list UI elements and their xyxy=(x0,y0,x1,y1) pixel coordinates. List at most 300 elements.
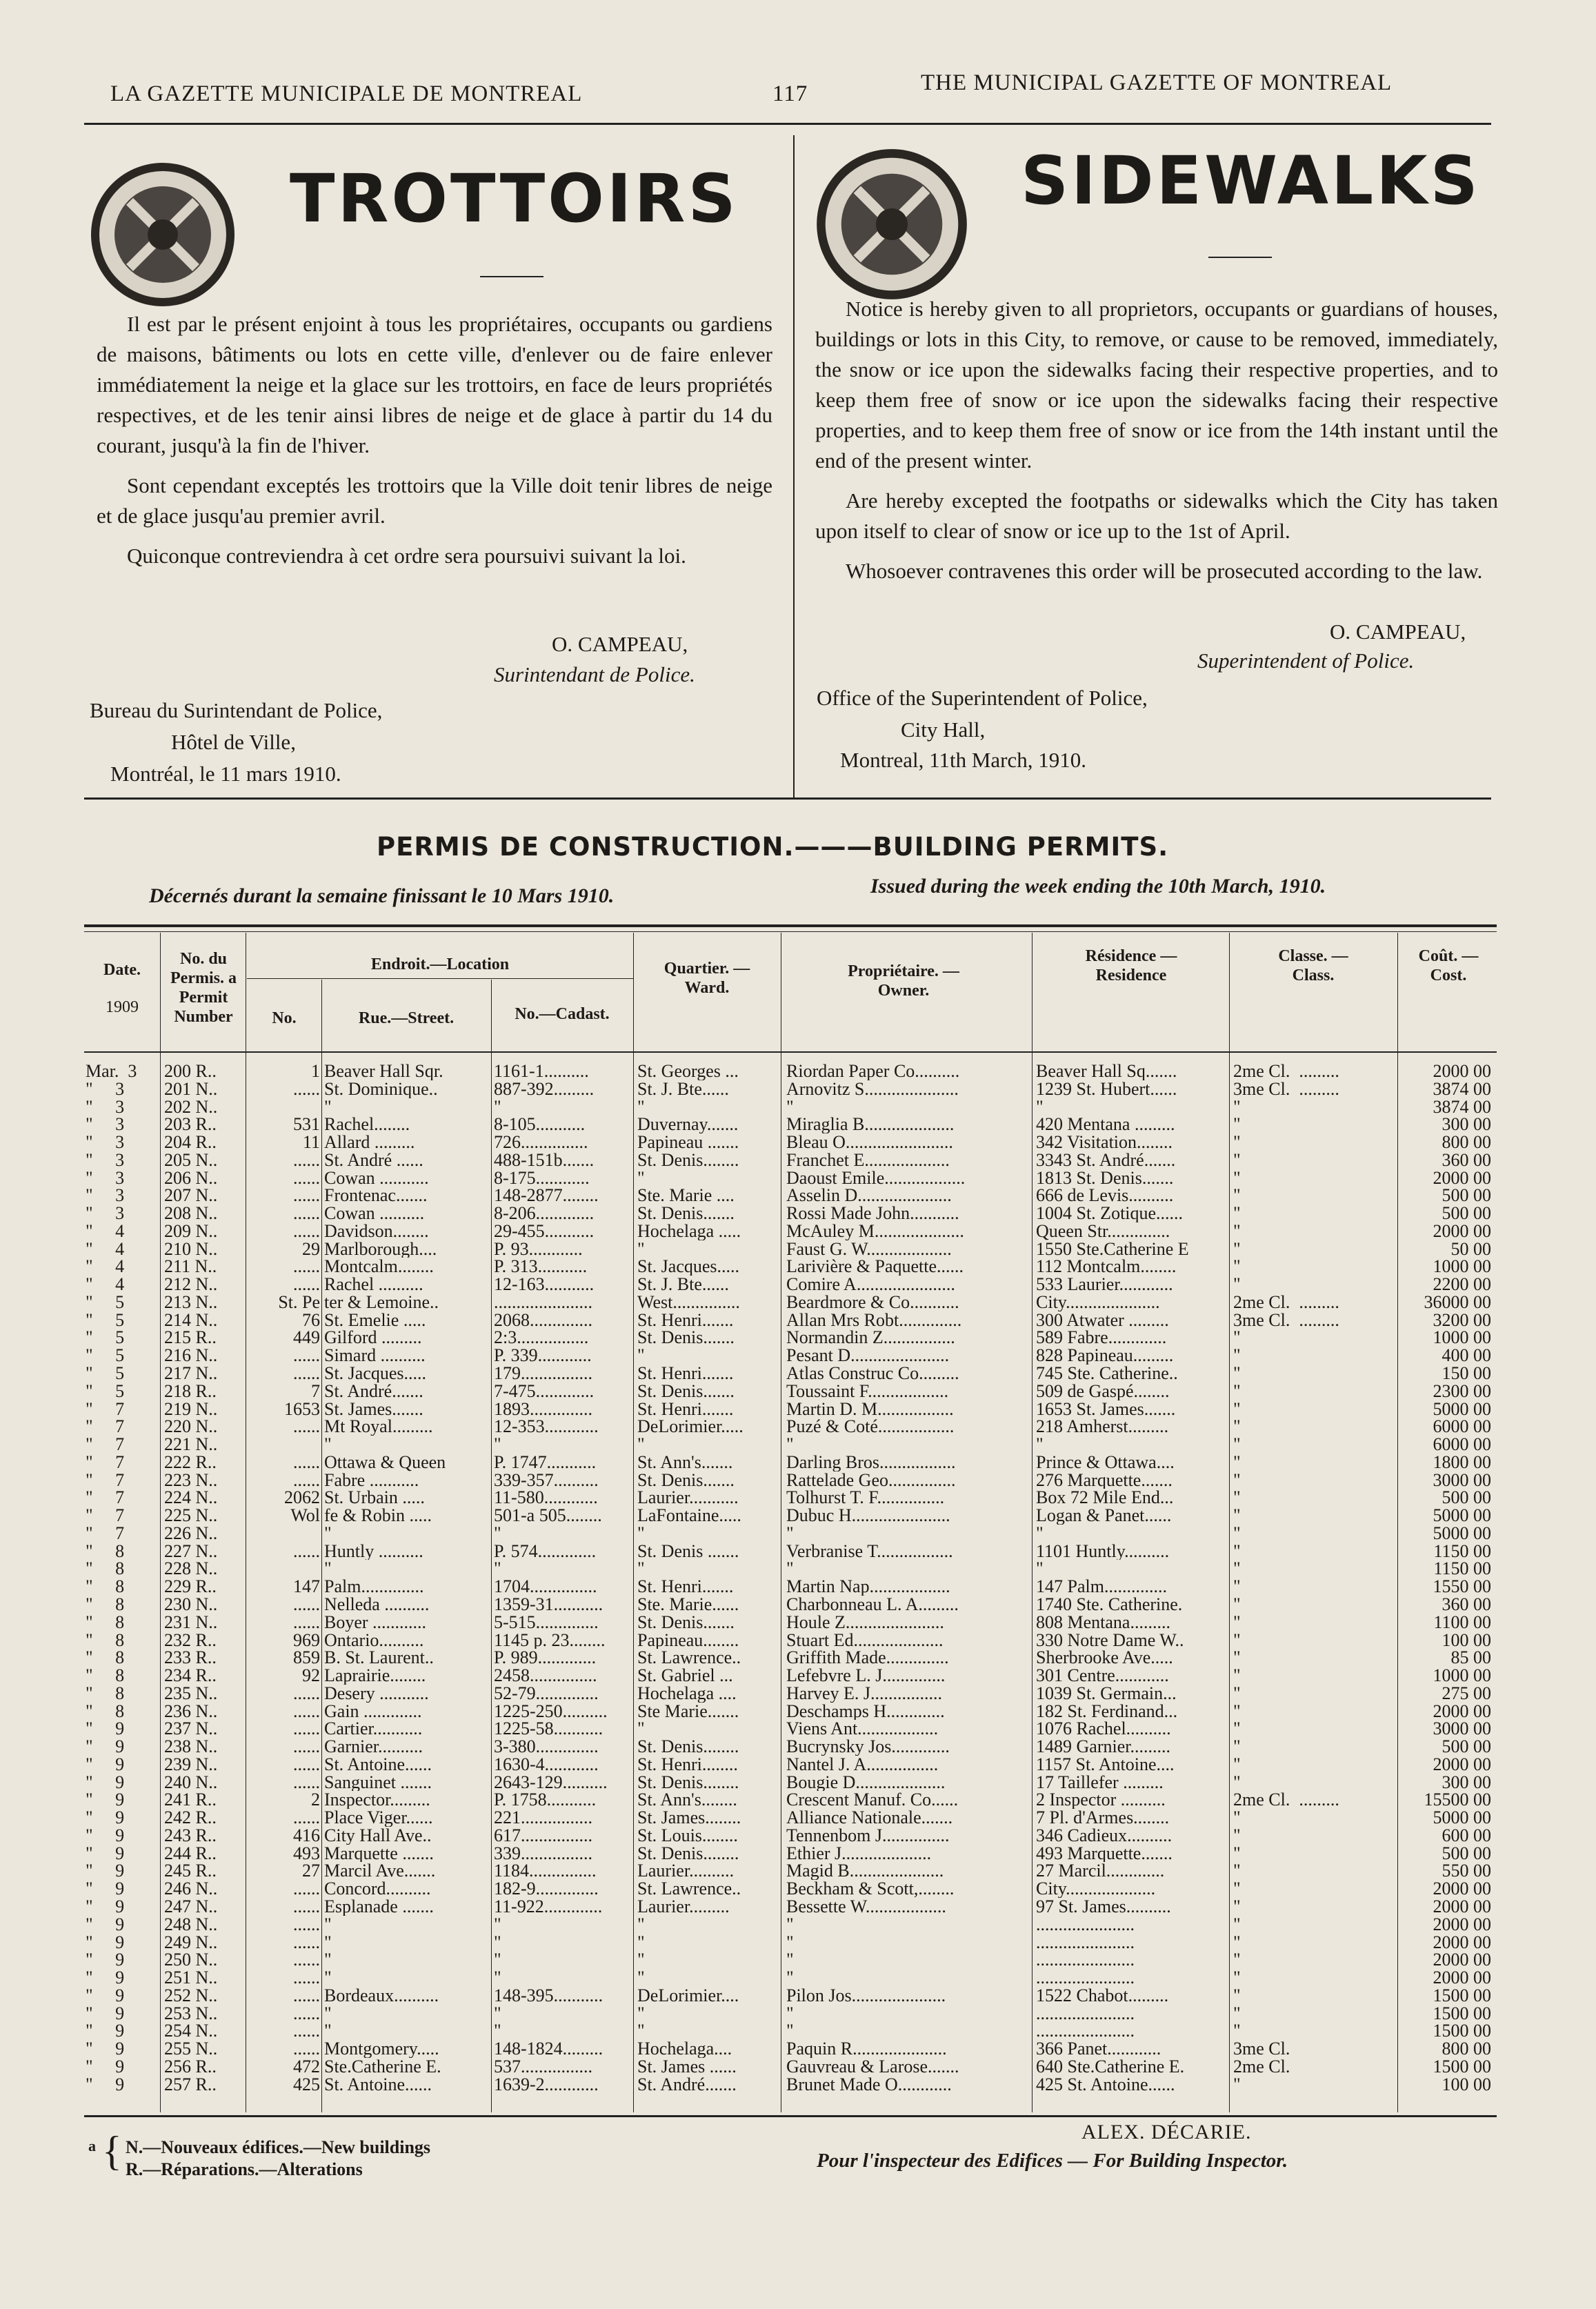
date-cell: " 5 xyxy=(86,1347,125,1365)
cost-cell: 6000 00 xyxy=(1433,1418,1491,1436)
residence-cell: 745 Ste. Catherine.. xyxy=(1036,1365,1178,1383)
residence-cell: 808 Mentana......... xyxy=(1036,1613,1170,1632)
street-number-cell: ...... xyxy=(293,1205,320,1222)
date-cell: " 8 xyxy=(86,1649,125,1667)
header-cadast: No.—Cadast. xyxy=(515,1005,610,1023)
cost-cell: 36000 00 xyxy=(1424,1293,1491,1311)
header-class: Classe. — Class. xyxy=(1278,947,1348,984)
residence-cell: 589 Fabre............. xyxy=(1036,1329,1167,1347)
date-cell: " 9 xyxy=(86,1738,125,1756)
permits-title: PERMIS DE CONSTRUCTION.———BUILDING PERMITS. xyxy=(377,832,1169,862)
permit-number-cell: 200 R.. xyxy=(164,1062,217,1080)
owner-cell: Comire A...................... xyxy=(786,1276,955,1294)
ward-cell: " xyxy=(637,2004,645,2023)
date-cell: " 3 xyxy=(86,1080,125,1098)
street-cell: St. Dominique.. xyxy=(324,1080,438,1098)
legend-brace: { xyxy=(102,2128,122,2174)
street-number-cell xyxy=(248,1436,320,1454)
col-divider-8 xyxy=(1229,933,1230,2112)
street-number-cell: 2 xyxy=(311,1791,320,1810)
permit-number-cell: 201 N.. xyxy=(164,1080,218,1098)
street-cell: Rachel........ xyxy=(324,1116,410,1134)
date-cell: " 5 xyxy=(86,1382,125,1400)
residence-cell: Queen Str.............. xyxy=(1036,1222,1170,1240)
residences-column xyxy=(1036,1062,1228,2093)
date-cell: " 9 xyxy=(86,2057,125,2076)
permit-number-cell: 241 R.. xyxy=(164,1791,217,1810)
cost-cell: 800 00 xyxy=(1442,2040,1491,2058)
residence-cell: Logan & Panet...... xyxy=(1036,1507,1172,1525)
cadasts-column xyxy=(494,1062,632,2093)
street-number-cell: 27 xyxy=(302,1862,320,1881)
cadast-cell: 617................ xyxy=(494,1826,592,1845)
residence-cell: " xyxy=(1036,1560,1044,1578)
street-number-cell: 147 xyxy=(293,1578,320,1596)
owner-cell: Ethier J.................... xyxy=(786,1844,932,1863)
sidewalks-paragraph-1: Notice is hereby given to all proprietors, occupants or guardians of houses, buildings or lots in this City, to remove, or cause to be removed, immediately, the snow or ice upon the sidewalks facing their respective properties, and to keep them free of snow or ice upon the sidewalks facing their respective properties, and to keep them free of snow or ice from the 14th instant until the end of the present winter. xyxy=(815,297,1498,473)
street-number-cell: 1653 xyxy=(284,1400,320,1418)
street-number-cell: ...... xyxy=(293,2022,320,2041)
class-cell: " xyxy=(1233,1702,1241,1721)
date-cell: " 3 xyxy=(86,1187,125,1205)
ward-cell: Hochelaga .... xyxy=(637,1684,737,1703)
class-cell: " xyxy=(1233,1222,1241,1240)
ward-cell: St. André....... xyxy=(637,2075,737,2094)
cost-cell: 300 00 xyxy=(1442,1773,1491,1792)
street-number-cell: ...... xyxy=(293,1773,320,1792)
owner-cell: Asselin D..................... xyxy=(786,1187,952,1205)
owner-cell: " xyxy=(786,1560,794,1578)
ward-cell: " xyxy=(637,1951,645,1970)
trottoirs-office-line-3: Montréal, le 11 mars 1910. xyxy=(110,762,341,786)
street-cell: " xyxy=(324,1933,332,1952)
cost-cell: 800 00 xyxy=(1442,1133,1491,1151)
street-number-cell: ...... xyxy=(293,1276,320,1294)
cost-cell: 2300 00 xyxy=(1433,1382,1491,1400)
street-number-cell: 493 xyxy=(293,1844,320,1863)
owner-cell: Rattelade Geo............... xyxy=(786,1471,956,1489)
ward-cell: " xyxy=(637,2022,645,2041)
cost-cell: 2200 00 xyxy=(1433,1276,1491,1294)
permit-number-cell: 222 R.. xyxy=(164,1453,217,1471)
street-number-cell: 472 xyxy=(293,2057,320,2076)
residence-cell: 17 Taillefer ......... xyxy=(1036,1773,1164,1792)
permits-subtitle-en: Issued during the week ending the 10th March, 1910. xyxy=(870,875,1326,898)
cadast-cell: 148-395........... xyxy=(494,1986,604,2005)
trottoirs-title-rule xyxy=(480,276,543,277)
owner-cell: " xyxy=(786,2022,794,2041)
residence-cell: 1157 St. Antoine.... xyxy=(1036,1755,1175,1774)
cost-cell: 3874 00 xyxy=(1433,1080,1491,1098)
notice-column-divider xyxy=(793,135,795,797)
street-cell: Esplanade ....... xyxy=(324,1897,434,1916)
cost-cell: 2000 00 xyxy=(1433,1755,1491,1774)
residence-cell: 640 Ste.Catherine E. xyxy=(1036,2057,1185,2076)
street-cell: Marquette ....... xyxy=(324,1844,434,1863)
owner-cell: " xyxy=(786,1951,794,1970)
date-cell: " 9 xyxy=(86,1755,125,1774)
residence-cell: 1101 Huntly.......... xyxy=(1036,1542,1170,1560)
sidewalks-office-line-2: City Hall, xyxy=(901,717,986,742)
ward-cell: Laurier........... xyxy=(637,1489,739,1507)
cost-cell: 5000 00 xyxy=(1433,1400,1491,1418)
ward-cell: St. Henri........ xyxy=(637,1755,738,1774)
owner-cell: Houle Z...................... xyxy=(786,1613,944,1632)
cost-cell: 400 00 xyxy=(1442,1347,1491,1365)
date-cell: " 8 xyxy=(86,1578,125,1596)
cost-cell: 5000 00 xyxy=(1433,1524,1491,1543)
trottoirs-paragraph-2: Sont cependant exceptés les trottoirs que la Ville doit tenir libres de neige et de glace jusqu'au premier avril. xyxy=(97,473,772,528)
street-cell: Inspector......... xyxy=(324,1791,430,1810)
owner-cell: Crescent Manuf. Co...... xyxy=(786,1791,959,1810)
date-cell: " 8 xyxy=(86,1595,125,1614)
date-cell: " 9 xyxy=(86,1791,125,1810)
permit-number-cell: 217 N.. xyxy=(164,1365,218,1383)
permit-number-cell: 249 N.. xyxy=(164,1933,218,1952)
ward-cell: " xyxy=(637,1347,645,1365)
owner-cell: Alliance Nationale....... xyxy=(786,1809,953,1827)
ward-cell: St. Louis........ xyxy=(637,1826,738,1845)
street-number-cell: 416 xyxy=(293,1826,320,1845)
cost-cell: 2000 00 xyxy=(1433,1969,1491,1987)
cost-cell: 1500 00 xyxy=(1433,2057,1491,2076)
street-cell: " xyxy=(324,2004,332,2023)
inspector-name: ALEX. DÉCARIE. xyxy=(1081,2121,1252,2143)
cost-cell: 5000 00 xyxy=(1433,1809,1491,1827)
owner-cell: Magid B..................... xyxy=(786,1862,944,1881)
cadast-cell: 2068.............. xyxy=(494,1311,592,1329)
table-header-bottom-rule xyxy=(84,1051,1497,1053)
cost-cell: 2000 00 xyxy=(1433,1933,1491,1952)
date-cell: " 5 xyxy=(86,1293,125,1311)
class-cell: " xyxy=(1233,1897,1241,1916)
dates-column xyxy=(86,1062,159,2093)
residence-cell: 1522 Chabot......... xyxy=(1036,1986,1169,2005)
street-cell: Montgomery..... xyxy=(324,2040,439,2058)
permit-number-cell: 246 N.. xyxy=(164,1880,218,1898)
ward-cell: Papineau ....... xyxy=(637,1133,739,1151)
owner-cell: Paquin R..................... xyxy=(786,2040,947,2058)
owner-cell: Riordan Paper Co.......... xyxy=(786,1062,960,1080)
street-cell: Ontario.......... xyxy=(324,1631,424,1649)
class-cell: " xyxy=(1233,1098,1241,1116)
residence-cell: 420 Mentana ......... xyxy=(1036,1116,1175,1134)
permit-number-cell: 247 N.. xyxy=(164,1897,218,1916)
ward-cell: St. Henri....... xyxy=(637,1311,734,1329)
owner-cell: Bucrynsky Jos............. xyxy=(786,1738,950,1756)
class-cell: " xyxy=(1233,1560,1241,1578)
cadast-cell: 1893.............. xyxy=(494,1400,592,1418)
cost-cell: 2000 00 xyxy=(1433,1897,1491,1916)
ward-cell: Hochelaga.... xyxy=(637,2040,732,2058)
permit-number-cell: 253 N.. xyxy=(164,2004,218,2023)
date-cell: " 9 xyxy=(86,2022,125,2041)
cadast-cell: 1704............... xyxy=(494,1578,597,1596)
permit-number-cell: 215 R.. xyxy=(164,1329,217,1347)
ward-cell: DeLorimier..... xyxy=(637,1418,744,1436)
residence-cell: 301 Centre............ xyxy=(1036,1667,1169,1685)
street-cell: St. André ...... xyxy=(324,1151,423,1169)
header-owner: Propriétaire. — Owner. xyxy=(848,962,959,1000)
owner-cell: Deschamps H............. xyxy=(786,1702,945,1721)
wards-column xyxy=(637,1062,779,2093)
cost-cell: 1500 00 xyxy=(1433,2022,1491,2041)
street-number-cell: ...... xyxy=(293,1151,320,1169)
date-cell: " 9 xyxy=(86,1915,125,1934)
ward-cell: St. Jacques..... xyxy=(637,1258,740,1276)
ward-cell: St. Denis....... xyxy=(637,1329,735,1347)
sidewalks-office-line-1: Office of the Superintendent of Police, xyxy=(817,686,1148,710)
permits-subtitle-fr: Décernés durant la semaine finissant le 10 Mars 1910. xyxy=(149,884,615,907)
date-cell: " 5 xyxy=(86,1329,125,1347)
class-cell: " xyxy=(1233,1880,1241,1898)
class-cell: 2me Cl. xyxy=(1233,2057,1290,2076)
sidewalks-title-rule xyxy=(1208,257,1272,258)
street-number-cell: ...... xyxy=(293,1880,320,1898)
owner-cell: Atlas Construc Co......... xyxy=(786,1365,959,1383)
residence-cell: 218 Amherst......... xyxy=(1036,1418,1169,1436)
cadast-cell: " xyxy=(494,2022,501,2041)
cadast-cell: 179................ xyxy=(494,1365,592,1383)
permit-number-cell: 223 N.. xyxy=(164,1471,218,1489)
permit-number-cell: 214 N.. xyxy=(164,1311,218,1329)
residence-cell: 828 Papineau......... xyxy=(1036,1347,1174,1365)
cadast-cell: 221................ xyxy=(494,1809,592,1827)
class-cell: " xyxy=(1233,1684,1241,1703)
ward-cell: DeLorimier.... xyxy=(637,1986,739,2005)
street-number-cell: ...... xyxy=(293,1702,320,1721)
residence-cell: 2 Inspector .......... xyxy=(1036,1791,1166,1810)
cadast-cell: " xyxy=(494,1969,501,1987)
permit-number-cell: 203 R.. xyxy=(164,1116,217,1134)
header-year: 1909 xyxy=(106,998,139,1016)
residence-cell: 276 Marquette....... xyxy=(1036,1471,1173,1489)
ward-cell: St. Denis....... xyxy=(637,1205,735,1222)
ward-cell: " xyxy=(637,1560,645,1578)
col-divider-9 xyxy=(1397,933,1398,2112)
table-top-rule-thin xyxy=(84,931,1497,932)
street-number-cell: 969 xyxy=(293,1631,320,1649)
header-residence: Résidence — Residence xyxy=(1085,947,1177,984)
owner-cell: Harvey E. J................ xyxy=(786,1684,943,1703)
owner-cell: Nantel J. A................ xyxy=(786,1755,939,1774)
ward-cell: " xyxy=(637,1720,645,1738)
trottoirs-body xyxy=(97,309,772,581)
date-cell: " 9 xyxy=(86,2075,125,2094)
street-cell: " xyxy=(324,2022,332,2041)
running-header-right: THE MUNICIPAL GAZETTE OF MONTREAL xyxy=(921,70,1393,95)
class-cell: " xyxy=(1233,1951,1241,1970)
residence-cell: 346 Cadieux.......... xyxy=(1036,1826,1173,1845)
class-cell: " xyxy=(1233,1489,1241,1507)
ward-cell: Hochelaga ..... xyxy=(637,1222,741,1240)
cadast-cell: 488-151b....... xyxy=(494,1151,595,1169)
permit-number-cell: 234 R.. xyxy=(164,1667,217,1685)
residence-cell: 1740 Ste. Catherine. xyxy=(1036,1595,1183,1614)
cost-cell: 500 00 xyxy=(1442,1738,1491,1756)
cost-cell: 2000 00 xyxy=(1433,1702,1491,1721)
owner-cell: Beckham & Scott,........ xyxy=(786,1880,955,1898)
street-cell: Cowan .......... xyxy=(324,1205,425,1222)
residence-cell: 27 Marcil............. xyxy=(1036,1862,1165,1881)
cost-cell: 100 00 xyxy=(1442,2075,1491,2094)
cost-cell: 50 00 xyxy=(1450,1240,1491,1258)
cadast-cell: 339-357.......... xyxy=(494,1471,599,1489)
cost-cell: 300 00 xyxy=(1442,1116,1491,1134)
residence-cell: 1039 St. Germain... xyxy=(1036,1684,1177,1703)
trottoirs-signature: O. CAMPEAU, xyxy=(552,632,688,656)
residence-cell: 300 Atwater ......... xyxy=(1036,1311,1169,1329)
residence-cell: 1550 Ste.Catherine E xyxy=(1036,1240,1189,1258)
permit-number-cell: 239 N.. xyxy=(164,1755,218,1774)
owner-cell: " xyxy=(786,1969,794,1987)
cadast-cell: 8-105........... xyxy=(494,1116,586,1134)
class-cell: " xyxy=(1233,1365,1241,1383)
ward-cell: St. Denis....... xyxy=(637,1471,735,1489)
street-number-cell: ...... xyxy=(293,1951,320,1970)
residence-cell: 342 Visitation........ xyxy=(1036,1133,1173,1151)
class-cell: " xyxy=(1233,2022,1241,2041)
cadast-cell: 1630-4............ xyxy=(494,1755,599,1774)
owner-cell: Martin D. M................. xyxy=(786,1400,954,1418)
street-cell: Rachel .......... xyxy=(324,1276,423,1294)
sidewalks-title: SIDEWALKS xyxy=(1021,142,1481,219)
owner-cell: Griffith Made.............. xyxy=(786,1649,949,1667)
date-cell: " 5 xyxy=(86,1311,125,1329)
residence-cell: ...................... xyxy=(1036,1915,1135,1934)
street-number-cell: 2062 xyxy=(284,1489,320,1507)
street-number-cell: ...... xyxy=(293,1915,320,1934)
owner-cell: Charbonneau L. A......... xyxy=(786,1595,959,1614)
permit-numbers-column xyxy=(164,1062,244,2093)
header-permit: No. du Permis. a Permit Number xyxy=(170,950,237,1026)
cost-cell: 275 00 xyxy=(1442,1684,1491,1703)
permit-number-cell: 211 N.. xyxy=(164,1258,217,1276)
street-cell: Fabre ........... xyxy=(324,1471,419,1489)
header-ward: Quartier. — Ward. xyxy=(664,960,750,997)
permit-number-cell: 210 N.. xyxy=(164,1240,218,1258)
ward-cell: " xyxy=(637,1240,645,1258)
class-cell: 2me Cl. ......... xyxy=(1233,1791,1339,1810)
cadast-cell: 2458............... xyxy=(494,1667,597,1685)
date-cell: " 7 xyxy=(86,1418,125,1436)
location-header-rule xyxy=(247,978,633,979)
street-number-cell: ...... xyxy=(293,1453,320,1471)
street-number-cell: Wol xyxy=(290,1507,320,1525)
owner-cell: Franchet E................... xyxy=(786,1151,950,1169)
permit-number-cell: 233 R.. xyxy=(164,1649,217,1667)
street-cell: Marcil Ave....... xyxy=(324,1862,436,1881)
class-cell: " xyxy=(1233,1738,1241,1756)
permit-number-cell: 220 N.. xyxy=(164,1418,218,1436)
cadast-cell: 726............... xyxy=(494,1133,588,1151)
street-cell: St. James....... xyxy=(324,1400,423,1418)
owner-cell: Verbranise T................. xyxy=(786,1542,953,1560)
cadast-cell: " xyxy=(494,1933,501,1952)
owner-cell: Dubuc H...................... xyxy=(786,1507,950,1525)
date-cell: " 8 xyxy=(86,1667,125,1685)
class-cell: " xyxy=(1233,1347,1241,1365)
class-cell: " xyxy=(1233,1133,1241,1151)
residence-cell: Box 72 Mile End... xyxy=(1036,1489,1174,1507)
cadast-cell: P. 1758........... xyxy=(494,1791,597,1810)
street-number-cell: ...... xyxy=(293,1613,320,1632)
sidewalks-body xyxy=(815,294,1498,596)
col-divider-7 xyxy=(1032,933,1033,2112)
permit-number-cell: 225 N.. xyxy=(164,1507,218,1525)
trottoirs-signature-title: Surintendant de Police. xyxy=(494,662,695,686)
ward-cell: St. Henri....... xyxy=(637,1365,734,1383)
sidewalks-office-line-3: Montreal, 11th March, 1910. xyxy=(840,748,1086,772)
date-cell: " 3 xyxy=(86,1169,125,1187)
permit-number-cell: 207 N.. xyxy=(164,1187,218,1205)
header-date: Date. xyxy=(103,961,141,979)
permit-number-cell: 242 R.. xyxy=(164,1809,217,1827)
street-cell: Ottawa & Queen xyxy=(324,1453,446,1471)
permit-number-cell: 219 N.. xyxy=(164,1400,218,1418)
street-number-cell: ...... xyxy=(293,1347,320,1365)
residence-cell: 1653 St. James....... xyxy=(1036,1400,1176,1418)
owner-cell: Puzé & Coté................. xyxy=(786,1418,955,1436)
street-cell: B. St. Laurent.. xyxy=(324,1649,434,1667)
table-top-rule xyxy=(84,924,1497,927)
date-cell: " 9 xyxy=(86,1969,125,1987)
date-cell: " 9 xyxy=(86,1951,125,1970)
date-cell: " 8 xyxy=(86,1560,125,1578)
ward-cell: St. James........ xyxy=(637,1809,741,1827)
cadast-cell: 8-175............ xyxy=(494,1169,590,1187)
owner-cell: Tolhurst T. F............... xyxy=(786,1489,945,1507)
owner-cell: Daoust Emile.................. xyxy=(786,1169,966,1187)
street-cell: St. Jacques..... xyxy=(324,1365,427,1383)
street-cell: Boyer ............ xyxy=(324,1613,427,1632)
street-cell: Nelleda .......... xyxy=(324,1595,430,1614)
street-cell: " xyxy=(324,1098,332,1116)
owner-cell: " xyxy=(786,1915,794,1934)
sidewalks-paragraph-3: Whosoever contravenes this order will be prosecuted according to the law. xyxy=(846,559,1483,583)
street-number-cell xyxy=(248,1525,320,1543)
cost-cell: 600 00 xyxy=(1442,1826,1491,1845)
residence-cell: Beaver Hall Sq....... xyxy=(1036,1062,1177,1080)
ward-cell: Laurier......... xyxy=(637,1897,730,1916)
class-cell: " xyxy=(1233,1169,1241,1187)
owner-cell: Beardmore & Co........... xyxy=(786,1293,959,1311)
street-number-cell: ...... xyxy=(293,1080,320,1098)
ward-cell: St. Denis ....... xyxy=(637,1542,739,1560)
street-cell: Desery ........... xyxy=(324,1684,429,1703)
date-cell: " 4 xyxy=(86,1258,125,1276)
sidewalks-signature-title: Superintendent of Police. xyxy=(1197,648,1415,673)
date-cell: " 7 xyxy=(86,1400,125,1418)
class-cell: 3me Cl. xyxy=(1233,2040,1290,2058)
class-cell: " xyxy=(1233,1400,1241,1418)
permit-number-cell: 228 N.. xyxy=(164,1560,218,1578)
residence-cell: " xyxy=(1036,1098,1044,1116)
street-number-cell: ...... xyxy=(293,1222,320,1240)
cadast-cell: " xyxy=(494,2004,501,2023)
street-cell: St. Antoine...... xyxy=(324,2075,432,2094)
ward-cell: " xyxy=(637,1169,645,1187)
class-cell: " xyxy=(1233,1773,1241,1792)
street-number-cell: ...... xyxy=(293,1986,320,2005)
permit-number-cell: 209 N.. xyxy=(164,1222,218,1240)
residence-cell: ...................... xyxy=(1036,2004,1135,2023)
owner-cell: Bessette W.................. xyxy=(786,1897,946,1916)
ward-cell: St. Ann's....... xyxy=(637,1453,733,1471)
street-cell: Sanguinet ....... xyxy=(324,1773,432,1792)
date-cell: " 3 xyxy=(86,1098,125,1116)
trottoirs-office-line-1: Bureau du Surintendant de Police, xyxy=(90,698,383,722)
